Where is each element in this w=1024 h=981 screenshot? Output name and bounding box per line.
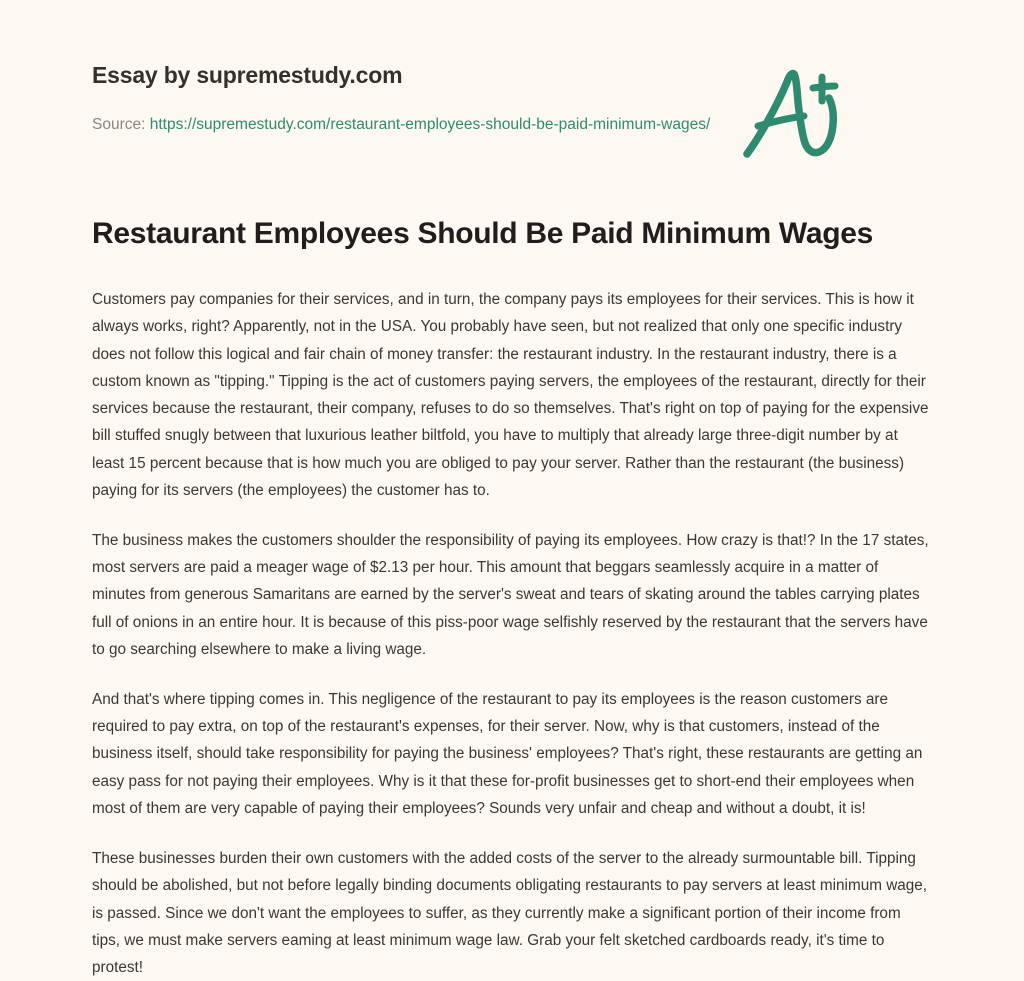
aplus-logo [734, 58, 854, 168]
essay-byline: Essay by supremestudy.com [92, 62, 403, 88]
page-header [92, 0, 932, 137]
article-paragraph: And that's where tipping comes in. This negligence of the restaurant to pay its employees is the reason customers are required to pay extra, on top of the restaurant's expenses, for their server. Now, why is that customers, instead of the business itself, should take responsibility for paying the business' employees? That's right, these restaurants are getting an easy pass for not paying their employees. Why is it that these for-profit businesses get to short-end their employees when most of them are very capable of paying their employees? Sounds very unfair and cheap and without a doubt, it is! [92, 691, 923, 817]
article-body [92, 252, 932, 981]
article-paragraph: The business makes the customers shoulder the responsibility of paying its employees. How crazy is that!? In the 17 states, most servers are paid a meager wage of $2.13 per hour. This amount that beggars seamlessly acquire in a matter of minutes from generous Samaritans are earned by the server's sweat and tears of skating around the tables carrying plates full of onions in an entire hour. It is because of this piss-poor wage selfishly reserved by the restaurant that the servers have to go searching elsewhere to make a living wage. [92, 531, 929, 658]
source-label: Source: [92, 115, 146, 133]
page-title: Restaurant Employees Should Be Paid Minimum Wages [92, 216, 874, 250]
source-line [92, 112, 742, 137]
article-paragraph: These businesses burden their own customers with the added costs of the server to the already surmountable bill. Tipping should be abolished, but not before legally binding documents obligating restaurants to pay servers at least minimum wage, is passed. Since we don't want the employees to suffer, as they currently make a significant portion of their income from tips, we must make servers eaming at least minimum wage law. Grab your felt sketched cardboards ready, it's time to protest! [92, 850, 928, 977]
article-paragraph: Customers pay companies for their services, and in turn, the company pays its employees for their services. This is how it always works, right? Apparently, not in the USA. You probably have seen, but not realized that only one specific industry does not follow this logical and fair chain of money transfer: the restaurant industry. In the restaurant industry, there is a custom known as "tipping." Tipping is the act of customers paying servers, the employees of the restaurant, directly for their services because the restaurant, their company, refuses to do so themselves. That's right on top of paying for the expensive bill stuffed snugly between that luxurious leather biltfold, you have to multiply that already large three-digit number by at least 15 percent because that is how much you are obliged to pay your server. Rather than the restaurant (the business) paying for its servers (the employees) the customer has to. [92, 291, 929, 499]
source-url-link[interactable]: https://supremestudy.com/restaurant-employees-should-be-paid-minimum-wages/ [149, 115, 711, 133]
